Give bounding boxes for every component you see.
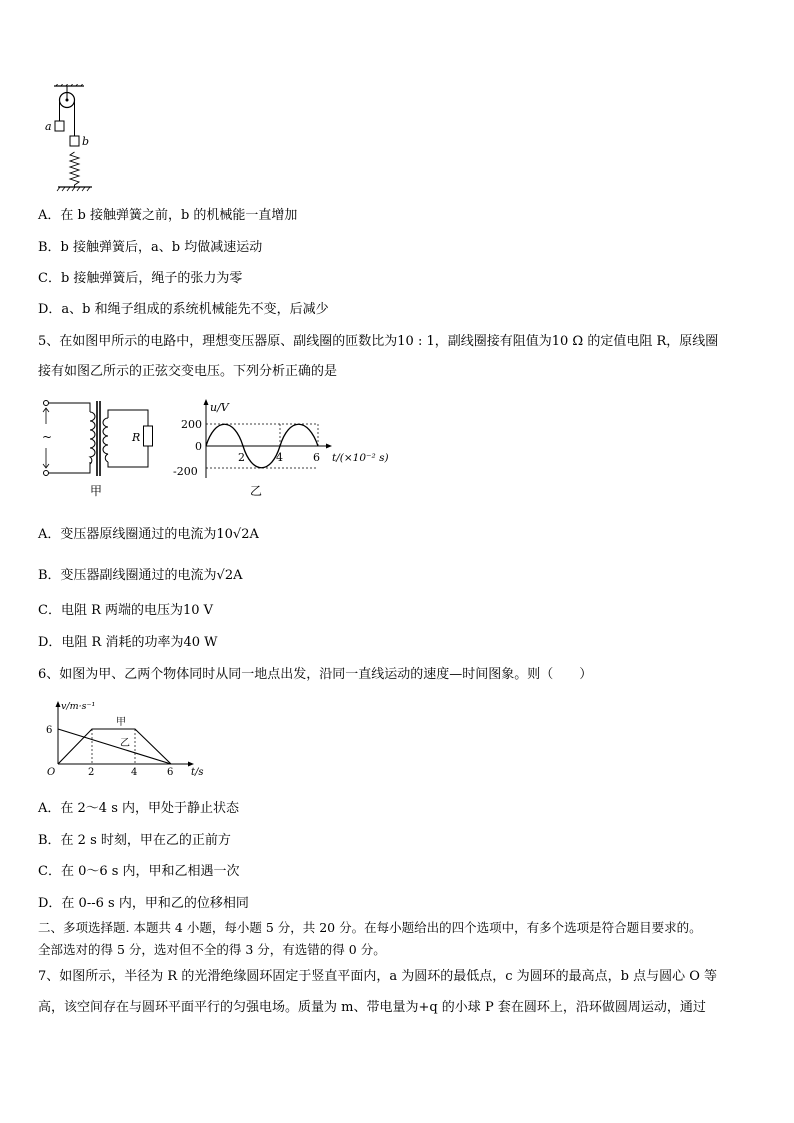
voltage-sine-graph [168, 396, 398, 500]
pulley-diagram [40, 84, 110, 196]
q5-stem-line1: 5、在如图甲所示的电路中，理想变压器原、副线圈的匝数比为10 : 1，副线圈接有阻值为10 Ω 的定值电阻 R，原线圈 [38, 334, 719, 349]
q4-option-a: A．在 b 接触弹簧之前，b 的机械能一直增加 [38, 208, 298, 223]
q6-option-a: A．在 2～4 s 内，甲处于静止状态 [38, 801, 239, 816]
x-tick-2: 2 [238, 451, 245, 464]
voltage-graph-figure [168, 396, 398, 500]
pulley-spring-figure [40, 84, 110, 196]
transformer-diagram [38, 396, 168, 500]
vt-y-tick-6: 6 [46, 725, 53, 736]
q5-option-c: C．电阻 R 两端的电压为10 V [38, 603, 214, 618]
vt-y-label: v/m·s⁻¹ [61, 701, 96, 712]
transformer-circuit-figure [38, 396, 168, 500]
spring-icon [70, 152, 79, 187]
fig-yi-caption: 乙 [250, 484, 263, 498]
q5-option-b: B．变压器副线圈通过的电流为√2A [38, 568, 243, 583]
section2-heading-line2: 全部选对的得 5 分，选对但不全的得 3 分，有选错的得 0 分。 [38, 942, 386, 957]
q4-option-b: B．b 接触弹簧后，a、b 均做减速运动 [38, 240, 263, 255]
q6-option-d: D．在 0--6 s 内，甲和乙的位移相同 [38, 896, 249, 911]
vt-x-tick-4: 4 [131, 767, 138, 778]
y-tick-neg200: -200 [173, 465, 198, 478]
fig-jia-caption: 甲 [90, 484, 103, 498]
q5-stem-line2: 接有如图乙所示的正弦交变电压。下列分析正确的是 [38, 364, 338, 379]
series-jia-label: 甲 [116, 717, 126, 728]
ac-source-tilde: ~ [42, 430, 53, 444]
resistor-label: R [132, 431, 141, 444]
resistor-icon [144, 426, 153, 446]
q4-option-c: C．b 接触弹簧后，绳子的张力为零 [38, 271, 243, 286]
y-axis-label: u/V [210, 401, 229, 414]
vt-graph [40, 696, 210, 780]
q4-option-d: D．a、b 和绳子组成的系统机械能先不变，后减少 [38, 302, 329, 317]
x-axis-label: t/(×10⁻² s) [332, 452, 389, 464]
label-a: a [45, 120, 52, 133]
x-tick-6: 6 [313, 451, 320, 464]
series-yi-label: 乙 [120, 738, 130, 749]
y-tick-0: 0 [195, 440, 202, 453]
q6-option-b: B．在 2 s 时刻，甲在乙的正前方 [38, 833, 231, 848]
q7-stem-line1: 7、如图所示，半径为 R 的光滑绝缘圆环固定于竖直平面内，a 为圆环的最低点，c 为圆环的最高点，b 点与圆心 O 等 [38, 969, 717, 984]
vt-x-tick-6: 6 [167, 767, 174, 778]
velocity-time-figure [40, 696, 210, 780]
x-tick-4: 4 [276, 451, 283, 464]
label-b: b [82, 135, 90, 148]
q5-option-a: A．变压器原线圈通过的电流为10√2A [38, 527, 259, 542]
q7-stem-line2: 高，该空间存在与圆环平面平行的匀强电场。质量为 m、带电量为+q 的小球 P 套在圆环上，沿环做圆周运动，通过 [38, 1000, 706, 1015]
q6-option-c: C．在 0～6 s 内，甲和乙相遇一次 [38, 864, 240, 879]
vt-x-label: t/s [191, 767, 204, 778]
y-tick-200: 200 [181, 418, 202, 431]
section2-heading-line1: 二、多项选择题. 本题共 4 小题，每小题 5 分，共 20 分。在每小题给出的四个选项中，有多个选项是符合题目要求的。 [38, 920, 702, 935]
q5-option-d: D．电阻 R 消耗的功率为40 W [38, 635, 218, 650]
vt-origin: O [47, 767, 56, 778]
q6-stem: 6、如图为甲、乙两个物体同时从同一地点出发，沿同一直线运动的速度—时间图象。则（ ） [38, 667, 593, 682]
vt-x-tick-2: 2 [88, 767, 95, 778]
